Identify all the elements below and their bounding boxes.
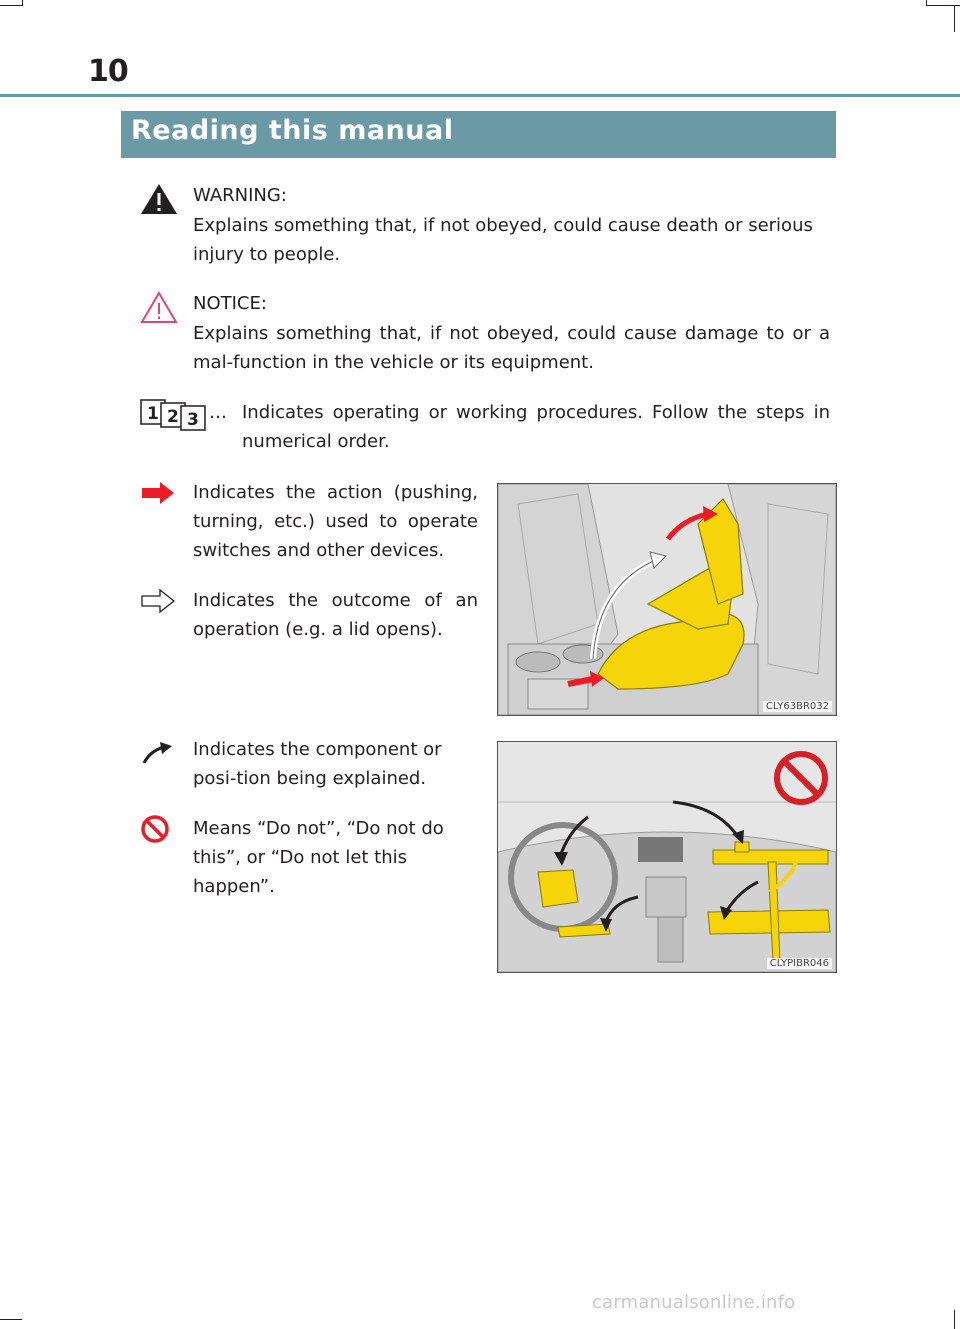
warning-icon — [140, 183, 178, 215]
steps-ellipsis: … — [209, 402, 227, 423]
steps-text: Indicates operating or working procedures. Follow the steps in numerical order. — [242, 402, 830, 452]
outcome-arrow-icon — [140, 589, 176, 613]
outcome-text: Indicates the outcome of an operation (e.g. a lid opens). — [193, 590, 478, 640]
step-number-3: 3 — [187, 410, 199, 430]
notice-label: NOTICE: — [193, 293, 267, 314]
step-numbers-icon — [140, 399, 206, 431]
section-header — [121, 111, 836, 158]
step-number-2: 2 — [167, 407, 179, 427]
crop-mark-right-v — [954, 6, 955, 32]
do-not-text: Means “Do not”, “Do not do this”, or “Do not let this happen”. — [193, 818, 444, 897]
crop-mark-bottom-right — [954, 1310, 955, 1329]
figure-dashboard — [497, 741, 837, 973]
prohibited-icon — [140, 814, 170, 844]
crop-mark-bottom-left — [0, 1319, 22, 1320]
figure-code-1: CLY63BR032 — [763, 701, 832, 712]
crop-mark-top-left-h — [0, 5, 22, 6]
section-title: Reading this manual — [131, 115, 454, 146]
notice-text: Explains something that, if not obeyed, could cause damage to or a mal-function in the vehicle or its equipment. — [193, 323, 830, 373]
figure-center-console — [497, 483, 837, 716]
component-text: Indicates the component or posi-tion being explained. — [193, 739, 442, 789]
warning-label: WARNING: — [193, 185, 287, 206]
top-rule — [0, 94, 960, 97]
footer-watermark: carmanualsonline.info — [592, 1292, 796, 1313]
step-number-1: 1 — [147, 404, 159, 424]
action-text: Indicates the action (pushing, turning, etc.) used to operate switches and other devices. — [193, 482, 478, 561]
page-number: 10 — [88, 54, 128, 89]
warning-text: Explains something that, if not obeyed, could cause death or serious injury to people. — [193, 215, 813, 265]
figure-code-2: CLYPIBR046 — [767, 958, 832, 969]
action-arrow-icon — [140, 481, 176, 505]
notice-icon — [140, 291, 178, 324]
component-pointer-icon — [140, 741, 174, 765]
crop-mark-top-left — [22, 0, 23, 6]
